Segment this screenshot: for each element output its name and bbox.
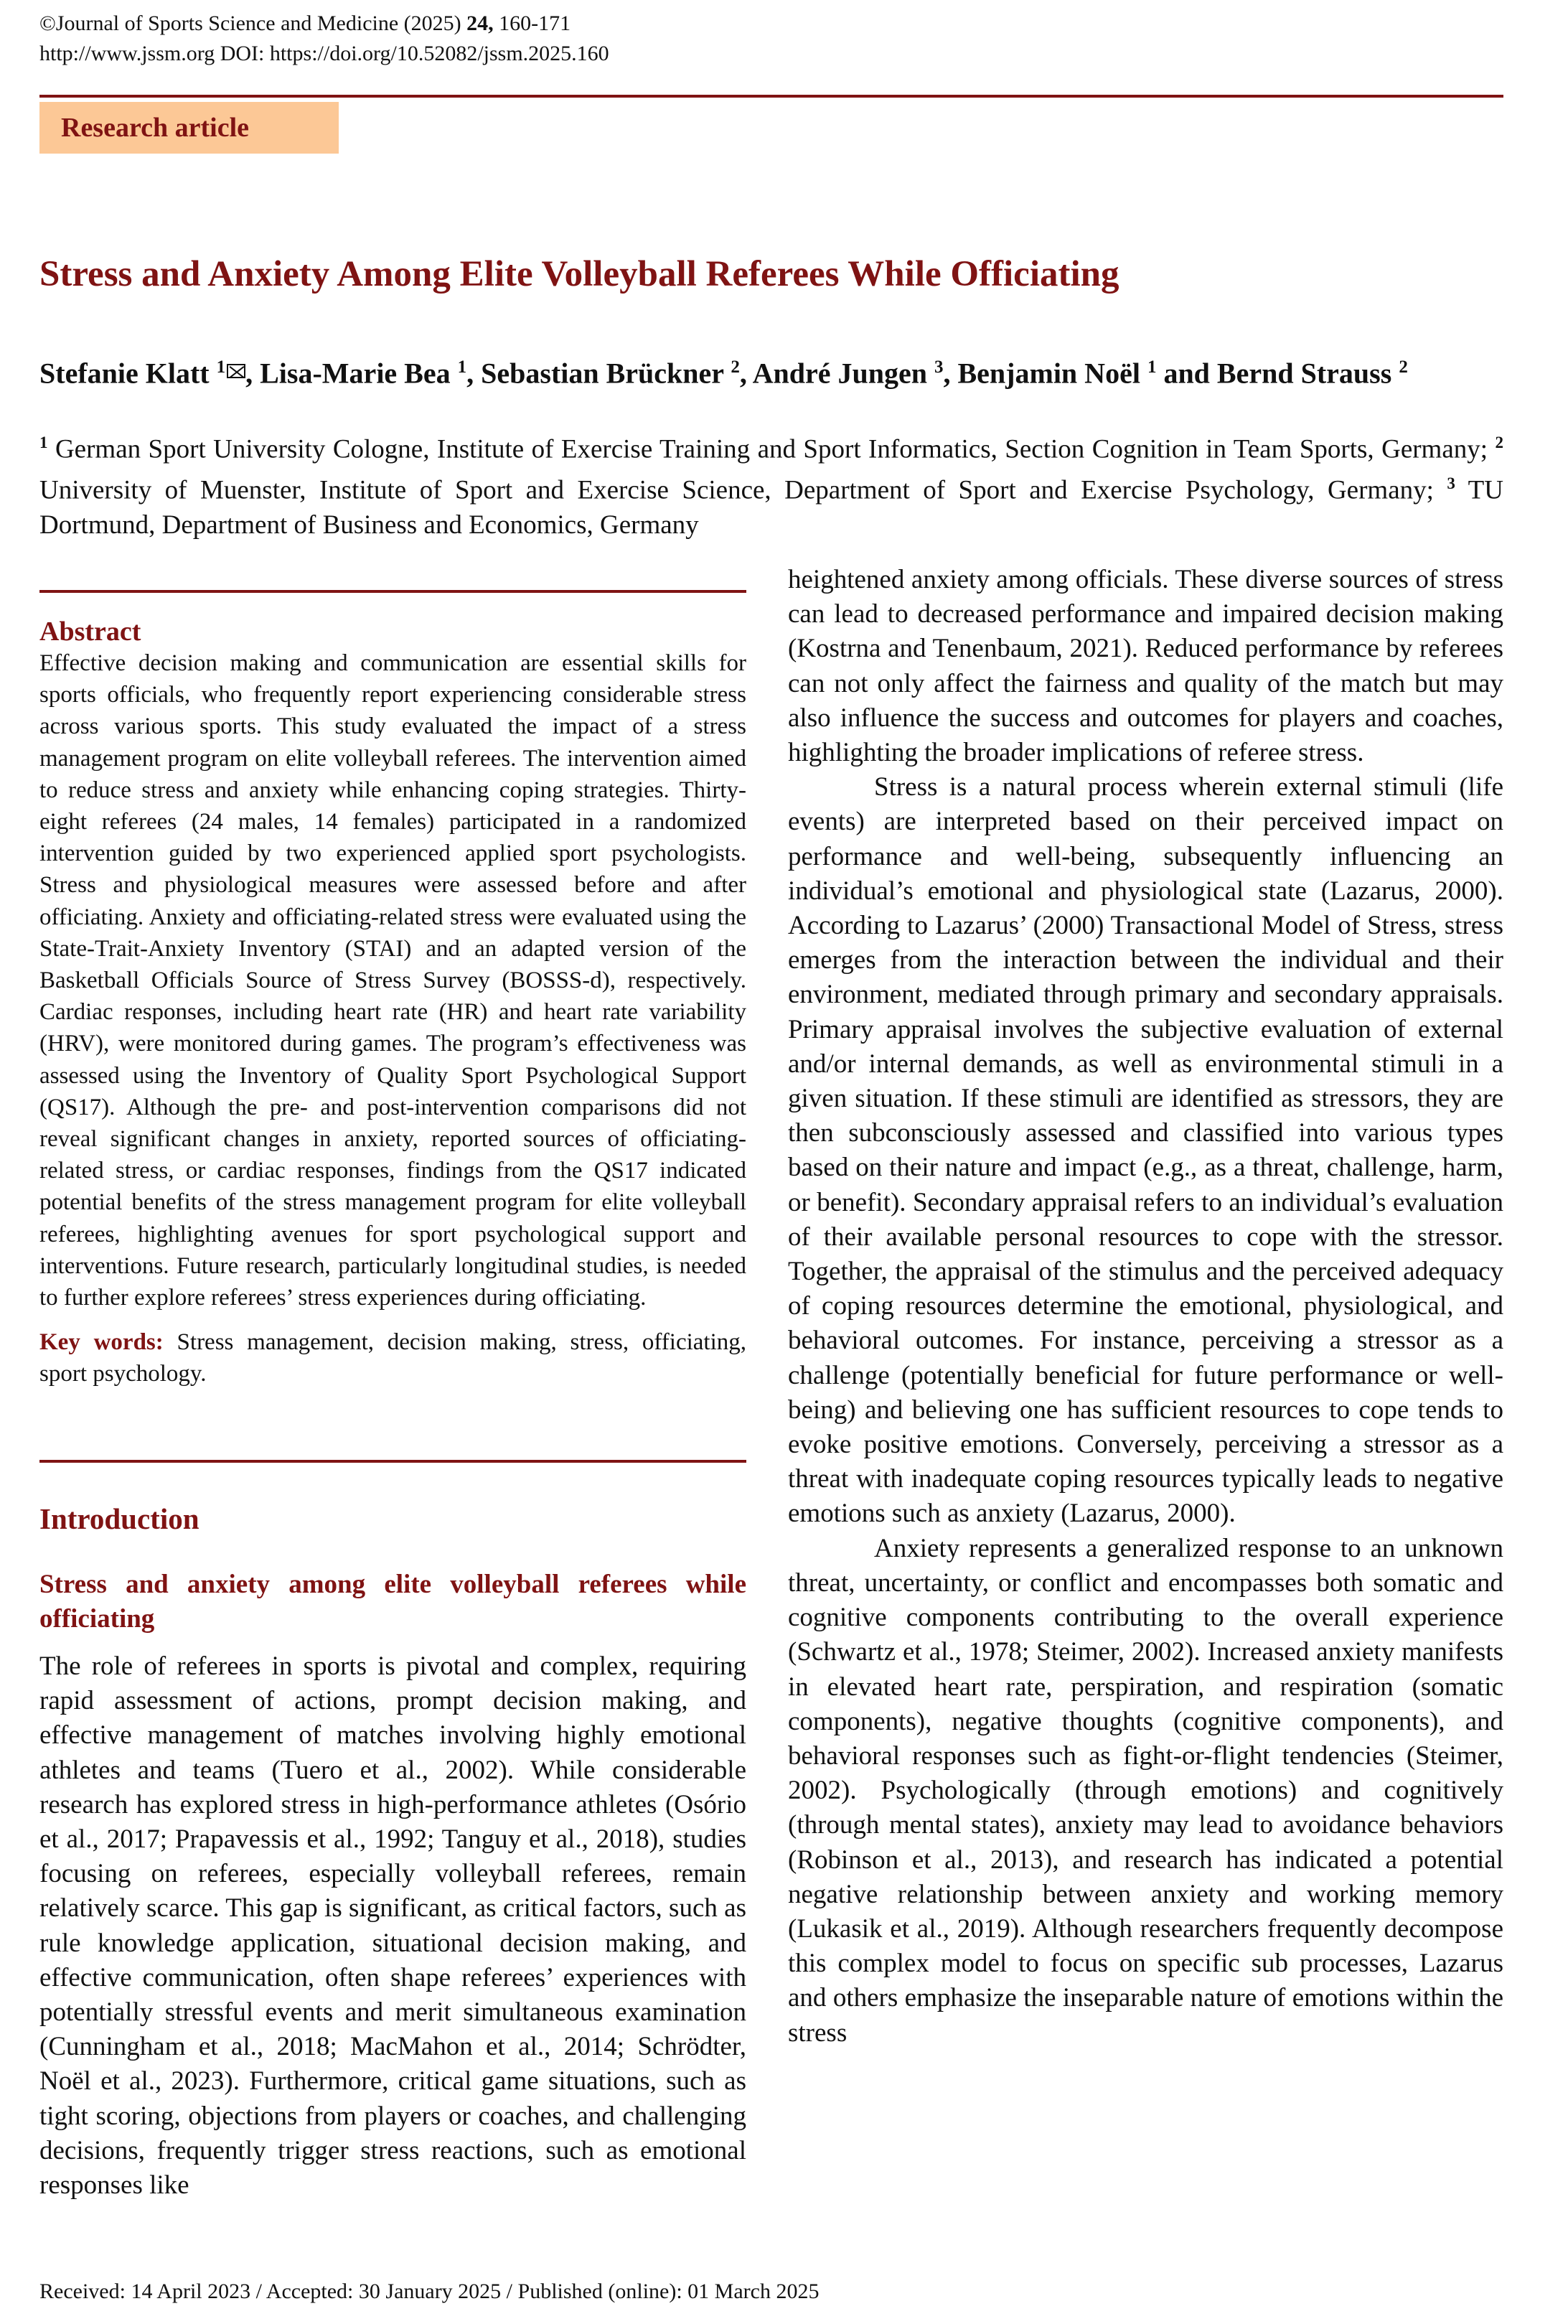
header-rule: [39, 95, 1503, 98]
author-name: , Sebastian Brückner: [466, 357, 731, 390]
article-type-badge: Research article: [39, 102, 339, 154]
journal-volume: 24,: [466, 11, 494, 35]
body-paragraph: Anxiety represents a generalized response to an unknown threat, uncertainty, or conflict and encompasses both somatic and cognitive components contributing to the overall experience (Schwartz et al., 1978; Steimer, 2002). Increased anxiety manifests in elevated heart rate, perspiration, and respiration (somatic components), negative thoughts (cognitive components), and behavioral responses such as fight-or-flight tendencies (Steimer, 2002). Psychologically (through emotions) and cognitively (through mental states), anxiety may lead to avoidance behaviors (Robinson et al., 2013), and research has indicated a potential negative relationship between anxiety and working memory (Lukasik et al., 2019). Although researchers frequently decompose this complex model to focus on specific sub processes, Lazarus and others emphasize the inseparable nature of emotions within the stress: [788, 1533, 1503, 2048]
author-name: Stefanie Klatt: [39, 357, 217, 390]
introduction-headings: [39, 1500, 746, 1636]
journal-citation: [39, 9, 609, 39]
right-column-body: [788, 563, 1503, 2051]
author-name: , Lisa-Marie Bea: [245, 357, 458, 390]
affiliation-text: German Sport University Cologne, Institute of Exercise Training and Sport Informatics, Section Cognition in Team Sports, Germany;: [47, 434, 1496, 464]
affiliations: [39, 426, 1503, 543]
keywords-line: [39, 1326, 746, 1390]
subsection-heading: Stress and anxiety among elite volleyball referees while officiating: [39, 1570, 746, 1634]
author-name: , Benjamin Noël: [943, 357, 1147, 390]
author-affiliation-number: 3: [934, 357, 944, 377]
abstract-section: [39, 616, 746, 1390]
keywords-text: Stress management, decision making, stress, officiating, sport psychology.: [39, 1329, 747, 1387]
keywords-label: Key words:: [39, 1329, 164, 1356]
affiliation-number: 1: [39, 434, 48, 451]
author-affiliation-number: 1: [1147, 357, 1157, 377]
journal-doi-line[interactable]: http://www.jssm.org DOI: https://doi.org/10.52082/jssm.2025.160: [39, 42, 609, 65]
author-name: and Bernd Strauss: [1156, 357, 1399, 390]
left-column-body: [39, 1649, 746, 2203]
affiliation-text: TU Dortmund, Department of Business and Economics, Germany: [39, 475, 1504, 540]
author-affiliation-number: 2: [731, 357, 740, 377]
author-list: [39, 348, 1511, 393]
abstract-heading: Abstract: [39, 617, 141, 647]
abstract-text: Effective decision making and communication are essential skills for sports officials, who frequently report experiencing considerable stress across various sports. This study evaluated the impact of a stress management program on elite volleyball referees. The intervention aimed to reduce stress and anxiety while enhancing coping strategies. Thirty-eight referees (24 males, 14 females) participated in a randomized intervention guided by two experienced applied sport psychologists. Stress and physiological measures were assessed before and after officiating. Anxiety and officiating-related stress were evaluated using the State-Trait-Anxiety Inventory (STAI) and an adapted version of the Basketball Officials Source of Stress Survey (BOSSS-d), respectively. Cardiac responses, including heart rate (HR) and heart rate variability (HRV), were monitored during games. The program’s effectiveness was assessed using the Inventory of Quality Sport Psychological Support (QS17). Although the pre- and post-intervention comparisons did not reveal significant changes in anxiety, reported sources of officiating-related stress, or cardiac responses, findings from the QS17 indicated potential benefits of the stress management program for elite volleyball referees, highlighting avenues for sport psychological support and interventions. Future research, particularly longitudinal studies, is needed to further explore referees’ stress experiences during officiating.: [39, 650, 746, 1311]
publication-dates: Received: 14 April 2023 / Accepted: 30 January 2025 / Published (online): 01 March 2025: [39, 2280, 820, 2303]
email-envelope-icon[interactable]: [227, 364, 245, 378]
introduction-heading: Introduction: [39, 1502, 199, 1535]
body-paragraph: The role of referees in sports is pivotal and complex, requiring rapid assessment of actions, prompt decision making, and effective management of matches involving highly emotional athletes and teams (Tuero et al., 2002). While considerable research has explored stress in high-performance athletes (Osório et al., 2017; Prapavessis et al., 1992; Tanguy et al., 2018), studies focusing on referees, especially volleyball referees, remain relatively scarce. This gap is significant, as critical factors, such as rule knowledge application, situational decision making, and effective communication, often shape referees’ experiences with potentially stressful events and merit simultaneous examination (Cunningham et al., 2018; MacMahon et al., 2014; Schrödter, Noël et al., 2023). Furthermore, critical game situations, such as tight scoring, objections from players or coaches, and challenging decisions, frequently trigger stress reactions, such as emotional responses like: [39, 1651, 746, 2201]
affiliation-number: 3: [1447, 474, 1455, 493]
affiliation-number: 2: [1495, 434, 1503, 451]
journal-name: ©Journal of Sports Science and Medicine (2025): [39, 11, 467, 35]
affiliation-text: University of Muenster, Institute of Sport and Exercise Science, Department of Sport and Exercise Psychology, Germany;: [39, 475, 1447, 505]
paper-title: Stress and Anxiety Among Elite Volleyball Referees While Officiating: [39, 254, 1119, 294]
author-affiliation-number: 1: [457, 357, 467, 377]
journal-pages: 160-171: [493, 11, 571, 35]
author-name: , André Jungen: [739, 357, 934, 390]
author-affiliation-number: 2: [1399, 357, 1408, 377]
author-affiliation-number: 1: [216, 357, 226, 377]
abstract-top-rule: [39, 590, 746, 593]
body-paragraph: Stress is a natural process wherein external stimuli (life events) are interpreted based on their perceived impact on performance and well-being, subsequently influencing an individual’s emotional and physiological state (Lazarus, 2000). According to Lazarus’ (2000) Transactional Model of Stress, stress emerges from the interaction between the individual and their environment, mediated through primary and secondary appraisals. Primary appraisal involves the subjective evaluation of external and/or internal demands, as well as environmental stimuli in a given situation. If these stimuli are identified as stressors, they are then subconsciously assessed and classified into various types based on their nature and impact (e.g., as a threat, challenge, harm, or benefit). Secondary appraisal refers to an individual’s evaluation of their available personal resources to cope with the stressor. Together, the appraisal of the stimulus and the perceived adequacy of coping resources determine the emotional, physiological, and behavioral outcomes. For instance, perceiving a stressor as a challenge (potentially beneficial for future performance or well-being) and believing one has sufficient resources to cope tends to evoke positive emotions. Conversely, perceiving a stressor as a threat with inadequate coping resources typically leads to negative emotions such as anxiety (Lazarus, 2000).: [788, 772, 1503, 1529]
journal-header: [39, 9, 609, 69]
abstract-bottom-rule: [39, 1460, 746, 1463]
body-paragraph: heightened anxiety among officials. These diverse sources of stress can lead to decreased performance and impaired decision making (Kostrna and Tenenbaum, 2021). Reduced performance by referees can not only affect the fairness and quality of the match but may also influence the success and outcomes for players and coaches, highlighting the broader implications of referee stress.: [788, 565, 1503, 768]
